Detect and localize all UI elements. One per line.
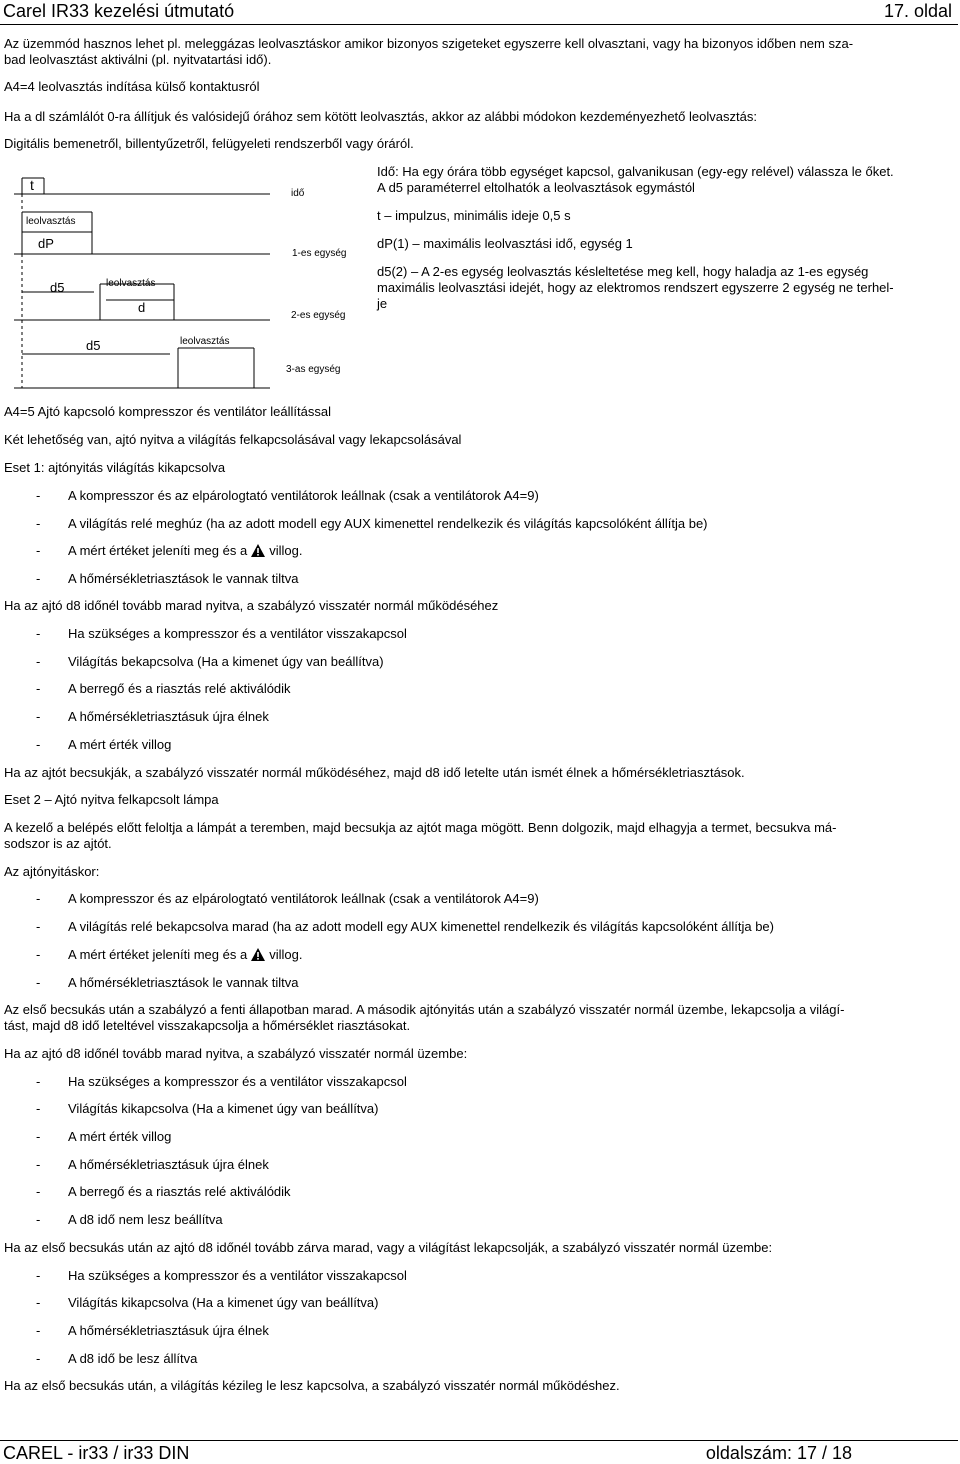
list-item: - A kompresszor és az elpárologtató ventilátorok leállnak (csak a ventilátorok A4=9) <box>36 891 539 906</box>
right-text-7: je <box>377 296 388 311</box>
list-item: - Ha szükséges a kompresszor és a ventilátor visszakapcsol <box>36 1074 407 1089</box>
list-item: - A hőmérsékletriasztásuk újra élnek <box>36 1157 269 1172</box>
list-item: - Ha szükséges a kompresszor és a ventilátor visszakapcsol <box>36 1268 407 1283</box>
paragraph-stays-closed: Ha az első becsukás után az ajtó d8 időnél tovább zárva marad, vagy a világítást lekapcsolják, a szabályzó visszatér normál üzembe: <box>4 1240 773 1255</box>
right-text-5: d5(2) – A 2-es egység leolvasztás késleltetése meg kell, hogy haladja az 1-es egység <box>377 264 869 279</box>
right-text-6: maximális leolvasztási idejét, hogy az elektromos rendszert egyszerre 2 egység ne terhel- <box>377 280 894 295</box>
list-item: - A hőmérsékletriasztásuk újra élnek <box>36 709 269 724</box>
diagram-label-egyseg1: 1-es egység <box>292 248 347 259</box>
list-item: - Világítás kikapcsolva (Ha a kimenet úgy van beállítva) <box>36 1101 379 1116</box>
list-item: - A mért értéket jeleníti meg és a villog. <box>36 947 303 962</box>
right-text-4: dP(1) – maximális leolvasztási idő, egység 1 <box>377 236 633 251</box>
paragraph-first-close-1: Az első becsukás után a szabályzó a fenti állapotban marad. A második ajtónyitás után a szabályzó visszatér normál üzembe, lekapcsolja a világí- <box>4 1002 845 1017</box>
timing-diagram <box>14 172 360 392</box>
paragraph-case-1: Eset 1: ajtónyitás világítás kikapcsolva <box>4 460 226 475</box>
list-item: - A berregő és a riasztás relé aktiválódik <box>36 681 291 696</box>
paragraph-door-opening: Az ajtónyitáskor: <box>4 864 100 879</box>
intro-line-2: bad leolvasztást aktiválni (pl. nyitvatartási idő). <box>4 52 272 67</box>
list-item: - A mért értéket jeleníti meg és a villog. <box>36 543 303 558</box>
list-item: - A világítás relé meghúz (ha az adott modell egy AUX kimenettel rendelkezik és világítás kapcsolóként állítja be) <box>36 516 708 531</box>
diagram-label-d: d <box>138 300 146 315</box>
diagram-label-leolvasztas-3: leolvasztás <box>180 336 230 347</box>
a4-4-label: A4=4 <box>4 79 35 94</box>
a4-5-text: Ajtó kapcsoló kompresszor és ventilátor leállítással <box>34 404 331 419</box>
list-item: - Világítás bekapcsolva (Ha a kimenet úgy van beállítva) <box>36 654 384 669</box>
list-item: - Ha szükséges a kompresszor és a ventilátor visszakapcsol <box>36 626 407 641</box>
paragraph-two-options: Két lehetőség van, ajtó nyitva a világítás felkapcsolásával vagy lekapcsolásával <box>4 432 462 447</box>
a4-4-heading <box>4 79 259 95</box>
warning-icon <box>251 544 265 557</box>
list-item: - Világítás kikapcsolva (Ha a kimenet úgy van beállítva) <box>36 1295 379 1310</box>
a4-4-text: leolvasztás indítása külső kontaktusról <box>34 79 260 94</box>
right-text-2: A d5 paraméterrel eltolhatók a leolvasztások egymástól <box>377 180 695 195</box>
right-text-3: t – impulzus, minimális ideje 0,5 s <box>377 208 571 223</box>
page-number: 17. oldal <box>883 1 952 21</box>
paragraph-case-2: Eset 2 – Ajtó nyitva felkapcsolt lámpa <box>4 792 219 807</box>
diagram-label-dP: dP <box>38 236 54 251</box>
diagram-label-ido: idő <box>291 188 305 199</box>
warning-icon <box>251 948 265 961</box>
list-item: - A berregő és a riasztás relé aktiválódik <box>36 1184 291 1199</box>
list-item: - A kompresszor és az elpárologtató ventilátorok leállnak (csak a ventilátorok A4=9) <box>36 488 539 503</box>
paragraph-first-close-2: tást, majd d8 idő leteltével visszakapcsolja a hőmérséklet riasztásokat. <box>4 1018 411 1033</box>
page-footer <box>0 1440 958 1464</box>
paragraph-operator-2: sodszor is az ajtót. <box>4 836 112 851</box>
footer-page-count: oldalszám: 17 / 18 <box>705 1443 852 1463</box>
list-item: - A d8 idő be lesz állítva <box>36 1351 198 1366</box>
footer-product: CAREL - ir33 / ir33 DIN <box>3 1443 190 1463</box>
paragraph-manual-off: Ha az első becsukás után, a világítás kézileg le lesz kapcsolva, a szabályzó visszatér normál működéshez. <box>4 1378 620 1393</box>
dl-paragraph: Ha a dl számlálót 0-ra állítjuk és valósidejű órához sem kötött leolvasztás, akkor az alábbi módokon kezdeményezhető leolvasztás: <box>4 109 757 124</box>
right-text-1: Idő: Ha egy órára több egységet kapcsol, galvanikusan (egy-egy relével) válassza le őket. <box>377 164 894 179</box>
page-header <box>0 0 958 25</box>
intro-line-1: Az üzemmód hasznos lehet pl. meleggázas leolvasztáskor amikor bizonyos szigeteket egyszerre kell olvasztani, vagy ha bizonyos időben nem sza- <box>4 36 854 51</box>
document-title: Carel IR33 kezelési útmutató <box>3 1 235 21</box>
diagram-label-t: t <box>30 177 34 193</box>
digital-paragraph: Digitális bemenetről, billentyűzetről, felügyeleti rendszerből vagy óráról. <box>4 136 414 151</box>
list-item: - A mért érték villog <box>36 737 172 752</box>
paragraph-operator-1: A kezelő a belépés előtt feloltja a lámpát a teremben, majd becsukja az ajtót maga mögött. Benn dolgozik, majd elhagyja a termet, becsukva má- <box>4 820 837 835</box>
diagram-label-leolvasztas-1: leolvasztás <box>26 216 76 227</box>
a4-5-heading <box>4 404 331 420</box>
diagram-label-egyseg3: 3-as egység <box>286 364 341 375</box>
paragraph-d8-open: Ha az ajtó d8 időnél tovább marad nyitva, a szabályzó visszatér normál működéséhez <box>4 598 499 613</box>
paragraph-d8-open-2: Ha az ajtó d8 időnél tovább marad nyitva, a szabályzó visszatér normál üzembe: <box>4 1046 468 1061</box>
list-item: - A hőmérsékletriasztásuk újra élnek <box>36 1323 269 1338</box>
diagram-label-leolvasztas-2: leolvasztás <box>106 278 156 289</box>
diagram-label-d5-1: d5 <box>50 280 65 295</box>
list-item: - A d8 idő nem lesz beállítva <box>36 1212 223 1227</box>
list-item: - A hőmérsékletriasztások le vannak tiltva <box>36 975 299 990</box>
list-item: - A világítás relé bekapcsolva marad (ha az adott modell egy AUX kimenettel rendelkezik és világítás kapcsolóként állítja be) <box>36 919 774 934</box>
a4-5-label: A4=5 <box>4 404 35 419</box>
paragraph-door-closed: Ha az ajtót becsukják, a szabályzó visszatér normál működéséhez, majd d8 idő letelte után ismét élnek a hőmérsékletriasztások. <box>4 765 745 780</box>
diagram-label-d5-2: d5 <box>86 338 101 353</box>
list-item: - A hőmérsékletriasztások le vannak tiltva <box>36 571 299 586</box>
diagram-label-egyseg2: 2-es egység <box>291 310 346 321</box>
list-item: - A mért érték villog <box>36 1129 172 1144</box>
